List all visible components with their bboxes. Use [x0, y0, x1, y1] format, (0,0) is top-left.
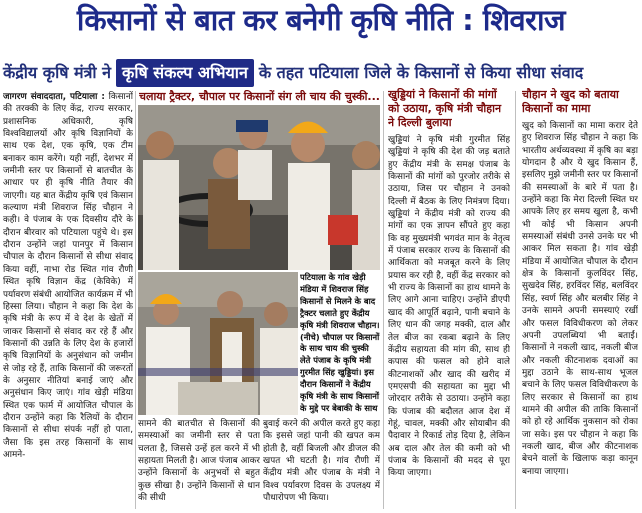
- middle-story: [388, 88, 510, 509]
- left-column: [3, 91, 133, 509]
- subheadline: [0, 58, 642, 88]
- column-divider: [383, 91, 384, 509]
- subhead-lead: केंद्रीय कृषि मंत्री ने: [3, 63, 112, 82]
- right-column-text: खुद को किसानों का मामा करार देते हुए शिवराज सिंह चौहान ने कहा कि भारतीय अर्थव्यवस्था में कृषि का बड़ा योगदान है और ये खुद किसान हैं, इसलिए मुझे जमीनी स्तर पर किसानों की समस्याओं के बारे में पता है। उन्होंने कहा कि मेरा दिल्ली स्थित घर आपके लिए हर समय खुला है, कभी भी कोई भी किसान अपनी समस्याओं संबंधी उनसे उनके घर भी आकर मिल सकता है। गांव खेड़ी मंडिया में आयोजित चौपाल के दौरान क्षेत्र के किसानों कुलविंदर सिंह, सुखदेव सिंह, हरविंदर सिंह, बलविंदर सिंह, स्वर्ण सिंह और बलबीर सिंह ने उनके सामने अपनी समस्याएं रखीं और फसल विविधीकरण को लेकर अपनी उपलब्धियां भी बताईं। किसानों ने नकली खाद, नकली बीज और नकली कीटनाशक दवाओं का मुद्दा उठाने के साथ-साथ भूजल बचाने के लिए फसल विविधीकरण के लिए सरकार से किसानों का हाथ थामने की अपील की ताकि किसानों को हो रहे आर्थिक नुकसान को रोका जा सके। इस पर चौहान ने कहा कि नकली खाद, बीज और कीटनाशक बेचने वालों के खिलाफ कड़ा कानून बनाया जाएगा।: [522, 121, 638, 477]
- chaupal-photo-illustration: [138, 272, 298, 415]
- photo-caption: पटियाला के गांव खेड़ी मंडिया में शिवराज सिंह किसानों से मिलने के बाद ट्रैक्टर चलाते हुए केंद्रीय कृषि मंत्री शिवराज चौहान। (नीचे) चौपाल पर किसानों के साथ चाय की चुस्की लेते पंजाब के कृषि मंत्री गुरमीत सिंह खुड्डियां। इस दौरान किसानों ने केंद्रीय कृषि मंत्री के साथ किसानों के मुद्दे पर बेबाकी के साथ: [300, 272, 380, 413]
- chaupal-photo: [138, 272, 298, 415]
- bottom-text-col2: बुवाई करने की अपील करते हुए कहा कि इससे जहां पानी की खपत कम होती है, वहीं बिजली और डीजल की खपत भी घटती है। गांव रौणी में केंद्रीय मंत्री और पंजाब के मंत्री ने विश्व पर्यावरण दिवस के उपलक्ष्य में पौधारोपण भी किया।: [263, 419, 380, 504]
- page-headline: किसानों से बात कर बनेगी कृषि नीति : शिवराज: [76, 3, 566, 37]
- middle-headline: खुड्डियां ने किसानों की मांगों को उठाया, कृषि मंत्री चौहान ने दिल्ली बुलाया: [388, 88, 502, 129]
- right-story: [522, 88, 638, 509]
- campaign-tag: कृषि संकल्प अभियान: [116, 59, 254, 87]
- left-column-text: किसानों की तरक्की के लिए केंद्र, राज्य सरकार, प्रशासनिक अधिकारी, कृषि विश्वविद्यालयों और कृषि विज्ञानियों के साथ एक देश, एक कृषि, एक टीम बनाकर काम करेंगे। यही नहीं, देशभर में जमीनी स्तर पर किसानों से बातचीत के आधार पर ही कृषि नीति तैयार की जाएगी। यह बात केंद्रीय कृषि एवं किसान कल्याण मंत्री शिवराज सिंह चौहान ने कही। वे पंजाब के एक दिवसीय दौरे के दौरान बीरवार को पटियाला पहुंचे थे। इस दौरान उन्होंने जहां पानपुर में किसान चौपाल के दौरान किसानों से सीधा संवाद किया वहीं, नाभा रोड स्थित गांव रौणी स्थित कृषि विज्ञान केंद्र (केविके) में पर्यावरण संबंधी आयोजित कार्यक्रम में भी हिस्सा लिया। चौहान ने कहा कि देश के कृषि मंत्री के रूप में वे देश के खेतों में जाकर किसानों से संवाद कर रहे हैं और किसानों की उन्नति के लिए देश के हजारों कृषि विज्ञानियों के अनुसंधान को जमीन से जोड़ रहे हैं, ताकि किसानों की जरूरतों के अनुसार नीतियां बनाई जाएं और अनुसंधान किए जाएं। गांव खेड़ी मंडिया स्थित एक फार्म में आयोजित चौपाल के दौरान उन्होंने कहा कि रैलियों के दौरान किसानों से सीधा संपर्क नहीं हो पाता, जैसा कि इस तरह किसानों के साथ आमने-: [3, 92, 133, 460]
- column-divider: [135, 91, 136, 509]
- bottom-text-col1: सामने की बातचीत से किसानों की समस्याओं का जमीनी स्तर से पता चलता है, जिससे उन्हें हल करने में भी सहायता मिलती है। आज पंजाब आकर उन्होंने किसानों के अनुभवों से बहुत कुछ सीखा है। उन्होंने किसानों से धान की सीधी: [138, 419, 260, 504]
- dateline: जागरण संवाददाता, पटियाला :: [3, 92, 105, 102]
- middle-column-text: खुड्डियां ने कृषि मंत्री गुरमीत सिंह खुड्डियां ने कृषि की देश की जड़ बताते हुए केंद्रीय मंत्री के समक्ष पंजाब के किसानों की मांगों को पुरजोर तरीके से उठाया, जिस पर चौहान ने उनको दिल्ली में बैठक के लिए निमंत्रण दिया। खुड्डियां ने केंद्रीय मंत्री को राज्य की मांगों का एक ज्ञापन सौंपते हुए कहा कि वह मुख्यमंत्री भगवंत मान के नेतृत्व में पंजाब सरकार राज्य के किसानों की आर्थिकता को मजबूत करने के लिए प्रयास कर रही है, वहीं केंद्र सरकार को भी राज्य के किसानों का हाथ थामने के लिए आगे आना चाहिए। उन्होंने डीएपी खाद की आपूर्ति बढ़ाने, पानी बचाने के लिए धान की जगह मक्की, दाल और तेल बीज का रकबा बढ़ाने के लिए केंद्रीय सहायता की मांग की, साथ ही कपास की फसल को होने वाले कीटनाशकों और खाद की खरीद में एमएसपी की सहायता का मुद्दा भी जोरदार तरीके से उठाया। उन्होंने कहा कि पंजाब की बदौलत आज देश में गेहूं, चावल, मक्की और सोयाबीन की पैदावार ने रिकार्ड तोड़ दिया है, लेकिन अब दाल और तेल की कमी को भी पंजाब के किसानों की मदद से पूरा किया जाएगा।: [388, 135, 510, 479]
- subhead-rest: के तहत पटियाला जिले के किसानों से किया सीधा संवाद: [258, 63, 584, 82]
- right-headline: चौहान ने खुद को बताया किसानों का मामा: [522, 88, 619, 115]
- tractor-photo-illustration: [138, 105, 380, 270]
- photo-kicker: चलाया ट्रैक्टर, चौपाल पर किसानों संग ली चाय की चुस्की...: [139, 90, 380, 103]
- column-divider: [515, 91, 516, 509]
- tractor-photo: [138, 105, 380, 270]
